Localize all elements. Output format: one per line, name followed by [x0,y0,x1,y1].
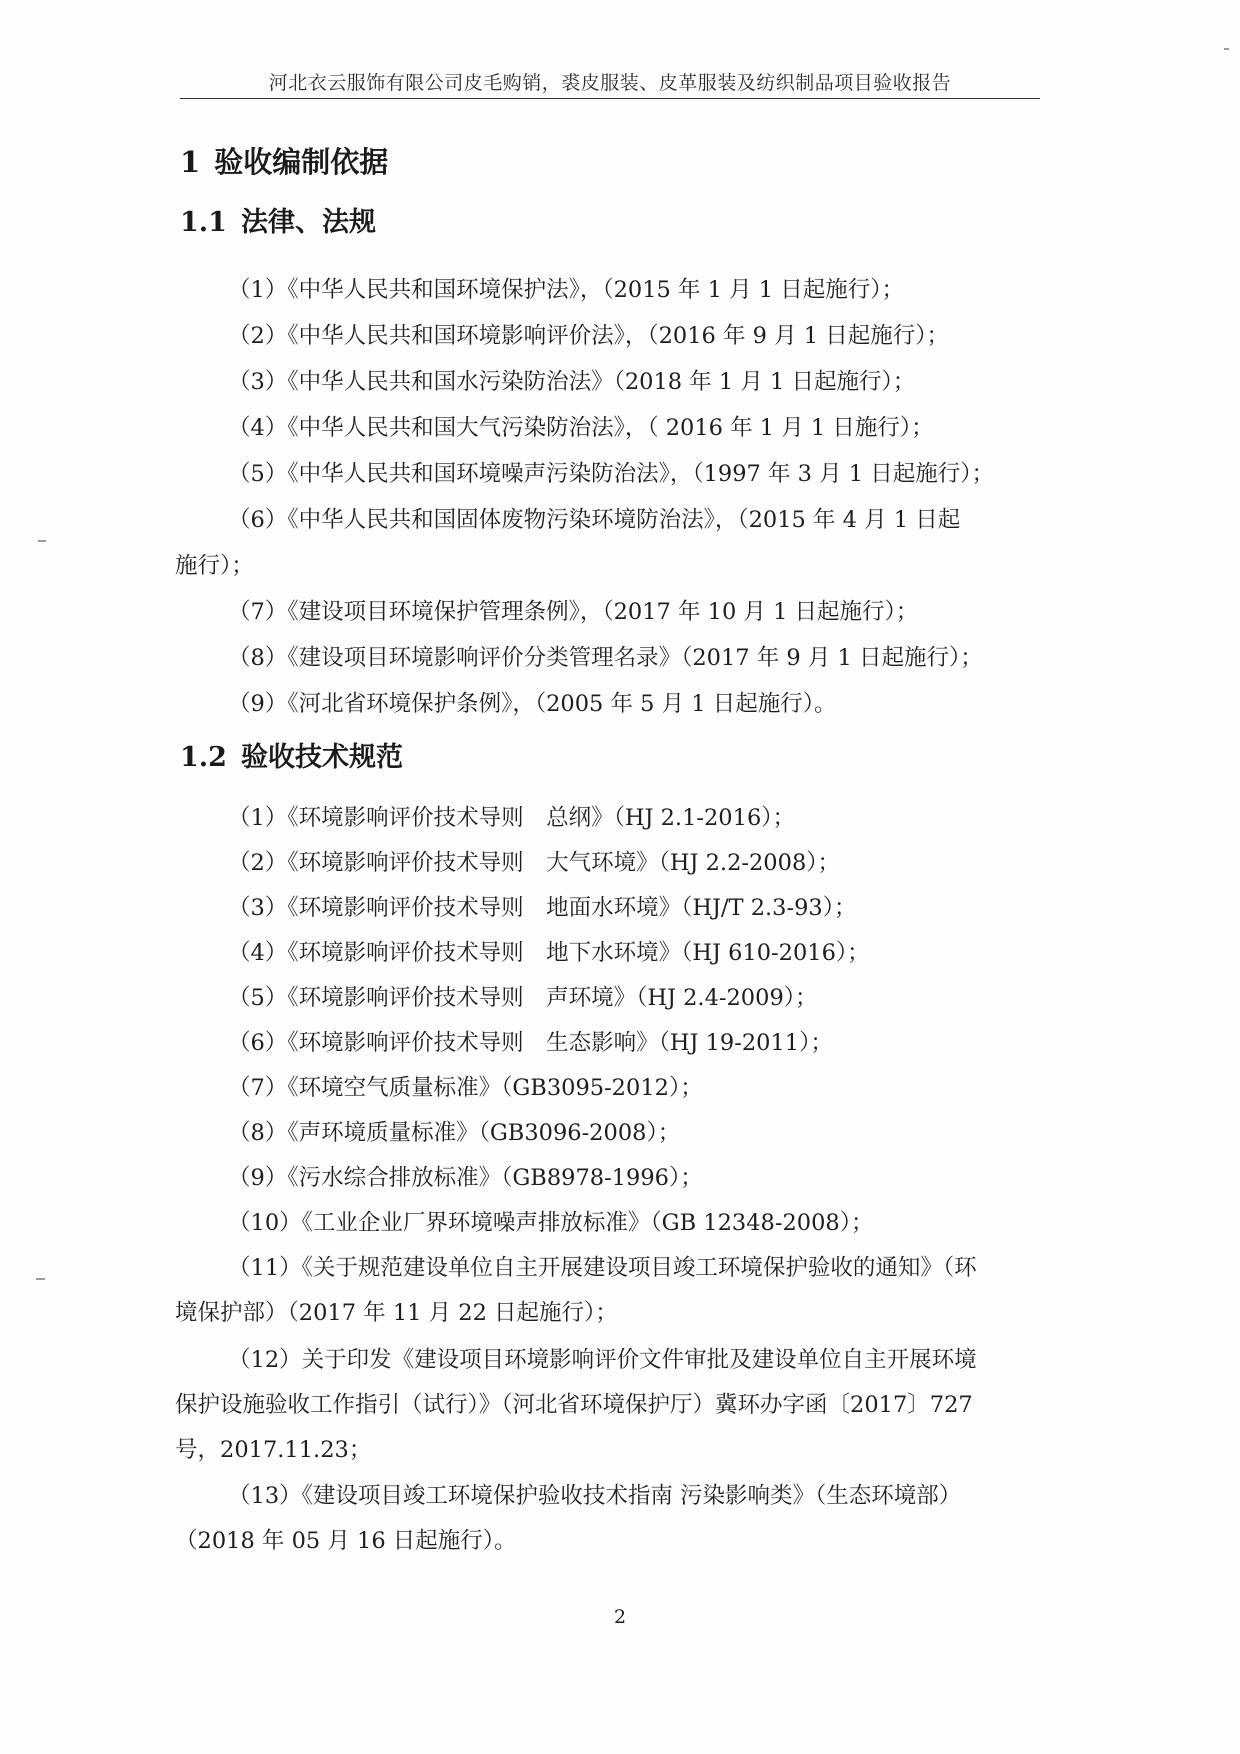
law-item: （1）《中华人民共和国环境保护法》，（2015 年 1 月 1 日起施行）； [228,277,904,303]
section-number: 1 [180,145,201,179]
standard-item: （3）《环境影响评价技术导则 地面水环境》（HJ/T 2.3-93）； [228,895,857,921]
subsection-heading-laws [180,200,376,239]
standard-item: （5）《环境影响评价技术导则 声环境》（HJ 2.4-2009）； [228,985,818,1011]
header-rule [180,98,1040,99]
subsection-number: 1.1 [180,207,227,238]
page-number: 2 [613,1606,627,1628]
standard-item: （8）《声环境质量标准》（GB3096-2008）； [228,1120,681,1146]
standard-item: （7）《环境空气质量标准》（GB3095-2012）； [228,1075,703,1101]
standard-item: （12）关于印发《建设项目环境影响评价文件审批及建设单位自主开展环境 [228,1347,977,1373]
scan-mark [36,1278,45,1280]
law-item: （8）《建设项目环境影响评价分类管理名录》（2017 年 9 月 1 日起施行）； [228,645,983,671]
standard-item-continuation: 境保护部）（2017 年 11 月 22 日起施行）； [175,1300,618,1326]
standard-item: （4）《环境影响评价技术导则 地下水环境》（HJ 610-2016）； [228,940,870,966]
standard-item: （2）《环境影响评价技术导则 大气环境》（HJ 2.2-2008）； [228,850,841,876]
law-item: （9）《河北省环境保护条例》，（2005 年 5 月 1 日起施行）。 [228,691,837,717]
section-title: 验收编制依据 [214,145,389,179]
law-item: （2）《中华人民共和国环境影响评价法》，（2016 年 9 月 1 日起施行）； [228,323,949,349]
law-item: （7）《建设项目环境保护管理条例》，（2017 年 10 月 1 日起施行）； [228,599,919,625]
section-heading [180,140,388,181]
scan-mark [38,540,46,542]
standard-item-continuation: 保护设施验收工作指引（试行）》（河北省环境保护厅）冀环办字函〔2017〕727 [175,1392,973,1418]
law-item: （5）《中华人民共和国环境噪声污染防治法》，（1997 年 3 月 1 日起施行）； [228,461,994,487]
standard-item: （9）《污水综合排放标准》（GB8978-1996）； [228,1165,703,1191]
law-item: （6）《中华人民共和国固体废物污染环境防治法》，（2015 年 4 月 1 日起 [228,507,961,533]
law-item: （4）《中华人民共和国大气污染防治法》，（ 2016 年 1 月 1 日施行）； [228,415,934,441]
subsection-title: 验收技术规范 [240,742,403,773]
standard-item: （11）《关于规范建设单位自主开展建设项目竣工环境保护验收的通知》（环 [228,1255,977,1281]
standard-item-continuation: （2018 年 05 月 16 日起施行）。 [175,1528,517,1554]
standard-item: （10）《工业企业厂界环境噪声排放标准》（GB 12348-2008）； [228,1210,874,1236]
scan-mark [1224,48,1229,50]
running-header: 河北衣云服饰有限公司皮毛购销，裘皮服装、皮革服装及纺织制品项目验收报告 [268,72,952,94]
standard-item: （1）《环境影响评价技术导则 总纲》（HJ 2.1-2016）； [228,805,796,831]
subsection-heading-standards [180,735,403,774]
subsection-number: 1.2 [180,742,227,773]
law-item: （3）《中华人民共和国水污染防治法》（2018 年 1 月 1 日起施行）； [228,369,916,395]
standard-item: （6）《环境影响评价技术导则 生态影响》（HJ 19-2011）； [228,1030,833,1056]
standard-item-continuation: 号，2017.11.23； [175,1437,372,1463]
law-item-continuation: 施行）； [175,553,254,579]
subsection-title: 法律、法规 [240,207,376,238]
standard-item: （13）《建设项目竣工环境保护验收技术指南 污染影响类》（生态环境部） [228,1483,962,1509]
